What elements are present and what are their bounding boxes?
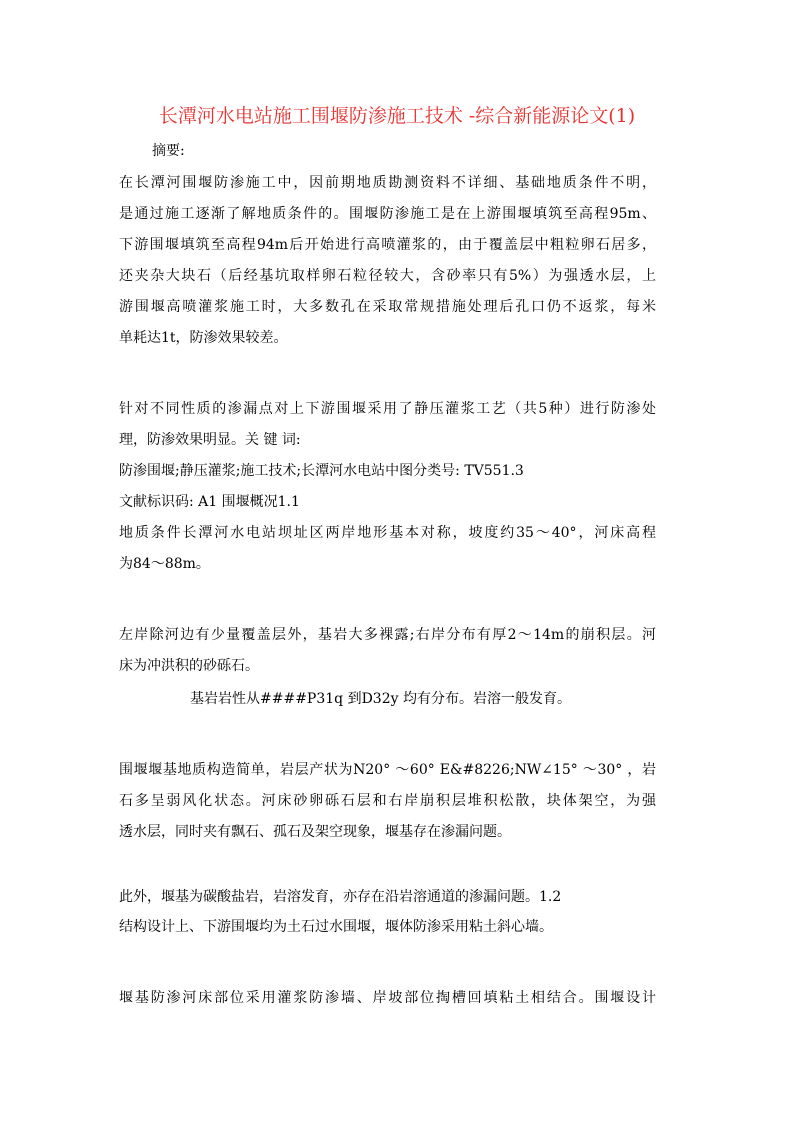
text-line: 防渗围堰;静压灌浆;施工技术;长潭河水电站中图分类号: TV551.3 <box>119 463 524 479</box>
text-line: 单耗达1t，防渗效果较差。 <box>119 330 288 346</box>
text-line: 石多呈弱风化状态。河床砂卵砾石层和右岸崩积层堆积松散，块体架空，为强 <box>119 793 656 809</box>
document-title: 长潭河水电站施工围堰防渗施工技术 -综合新能源论文(1) <box>158 105 636 127</box>
text-line: 理，防渗效果明显。关 键 词: <box>119 432 301 448</box>
text-line: 下游围堰填筑至高程94m后开始进行高喷灌浆的，由于覆盖层中粗粒卵石居多， <box>119 237 656 253</box>
text-line: 游围堰高喷灌浆施工时，大多数孔在采取常规措施处理后孔口仍不返浆，每米 <box>119 299 656 315</box>
text-line: 文献标识码: A1 围堰概况1.1 <box>119 494 300 510</box>
text-line: 围堰堰基地质构造简单，岩层产状为N20° ～60° E&#8226;NW∠15° ～30° ，岩 <box>119 762 656 778</box>
text-line: 针对不同性质的渗漏点对上下游围堰采用了静压灌浆工艺（共5种）进行防渗处 <box>119 401 656 417</box>
text-line: 为84～88m。 <box>119 556 210 572</box>
text-line: 结构设计上、下游围堰均为土石过水围堰，堰体防渗采用粘土斜心墙。 <box>119 919 553 935</box>
text-line: 在长潭河围堰防渗施工中，因前期地质勘测资料不详细、基础地质条件不明， <box>119 175 656 191</box>
text-line: 基岩岩性从####P31q 到D32y 均有分布。岩溶一般发育。 <box>190 691 571 707</box>
text-line: 地质条件长潭河水电站坝址区两岸地形基本对称，坡度约35～40°，河床高程 <box>119 525 656 541</box>
text-line: 是通过施工逐渐了解地质条件的。围堰防渗施工是在上游围堰填筑至高程95m、 <box>119 206 656 222</box>
text-line: 此外，堰基为碳酸盐岩，岩溶发育，亦存在沿岩溶通道的渗漏问题。1.2 <box>119 889 562 905</box>
text-line: 还夹杂大块石（后经基坑取样卵石粒径较大，含砂率只有5%）为强透水层，上 <box>119 268 656 284</box>
text-line: 堰基防渗河床部位采用灌浆防渗墙、岸坡部位掏槽回填粘土相结合。围堰设计 <box>119 990 656 1006</box>
text-line: 床为冲洪积的砂砾石。 <box>119 658 259 674</box>
abstract-label: 摘要: <box>152 143 185 159</box>
text-line: 透水层，同时夹有飘石、孤石及架空现象，堰基存在渗漏问题。 <box>119 824 511 840</box>
text-line: 左岸除河边有少量覆盖层外，基岩大多裸露;右岸分布有厚2～14m的崩积层。河 <box>119 627 656 643</box>
